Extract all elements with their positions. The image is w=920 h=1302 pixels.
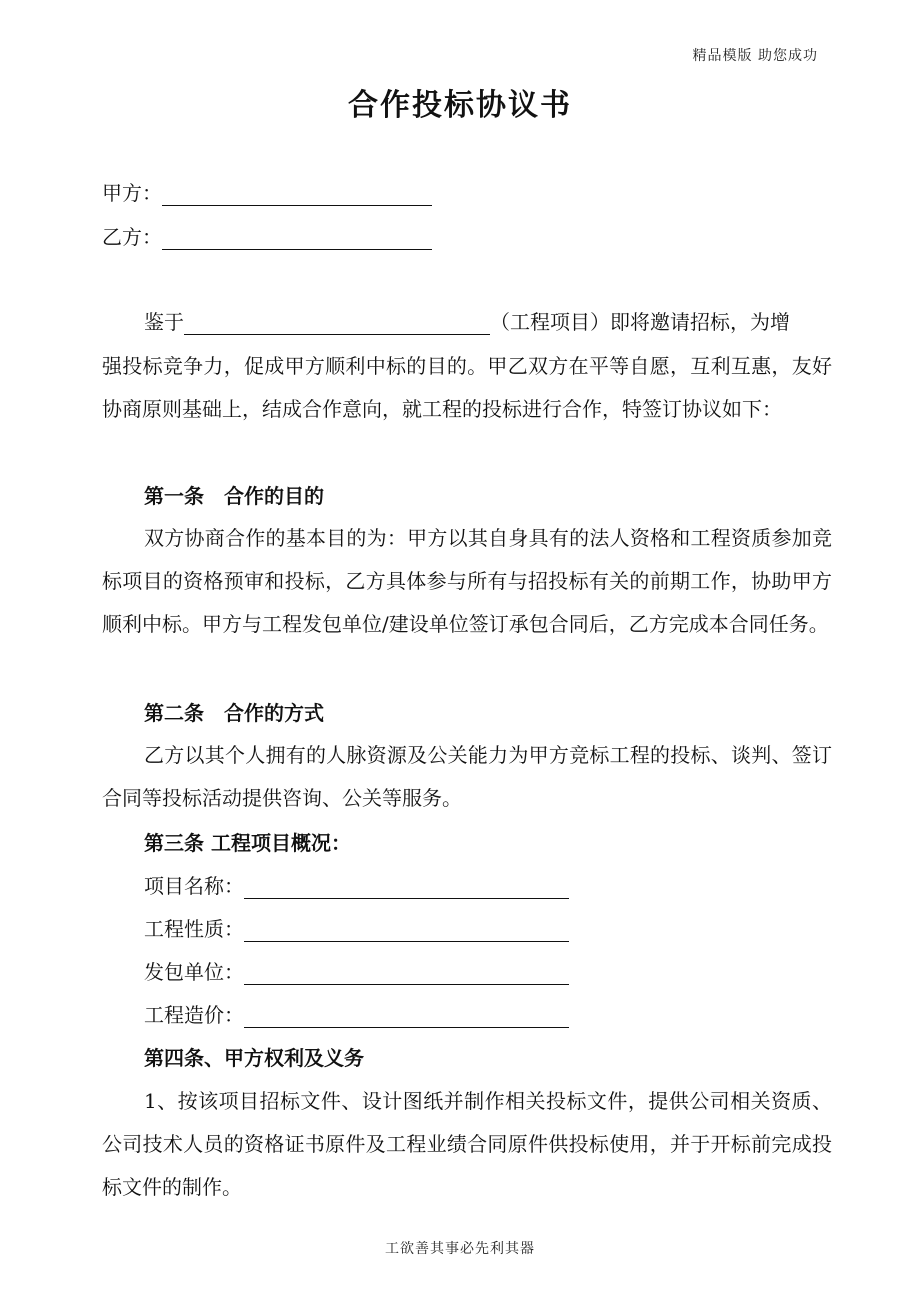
field-blank[interactable] xyxy=(244,917,569,942)
field-blank[interactable] xyxy=(244,960,569,985)
field-label: 项目名称： xyxy=(144,874,244,898)
header-note: 精品模版 助您成功 xyxy=(692,48,818,64)
party-a-blank[interactable] xyxy=(162,181,432,206)
field-project-name xyxy=(144,873,569,899)
article2-heading: 第二条 合作的方式 xyxy=(144,701,324,725)
party-b-line xyxy=(102,224,432,250)
field-label: 工程性质： xyxy=(144,917,244,941)
project-name-blank[interactable] xyxy=(184,310,490,335)
intro-suffix: （工程项目）即将邀请招标，为增 xyxy=(490,310,790,334)
article4-heading: 第四条、甲方权利及义务 xyxy=(144,1046,364,1070)
field-label: 发包单位： xyxy=(144,960,244,984)
article3-heading: 第三条 工程项目概况： xyxy=(144,831,351,855)
article1-body: 双方协商合作的基本目的为：甲方以其自身具有的法人资格和工程资质参加竞标项目的资格预审和投标，乙方具体参与所有与招投标有关的前期工作，协助甲方顺利中标。甲方与工程发包单位/建设单位签订承包合同后，乙方完成本合同任务。 xyxy=(102,526,832,636)
party-a-label: 甲方： xyxy=(102,181,162,205)
field-contracting-unit xyxy=(144,959,569,985)
intro-prefix: 鉴于 xyxy=(144,310,184,334)
party-a-line xyxy=(102,180,432,206)
footer-note: 工欲善其事必先利其器 xyxy=(385,1241,535,1257)
field-blank[interactable] xyxy=(244,1003,569,1028)
article2-body: 乙方以其个人拥有的人脉资源及公关能力为甲方竞标工程的投标、谈判、签订合同等投标活动提供咨询、公关等服务。 xyxy=(102,743,832,810)
document-title: 合作投标协议书 xyxy=(348,88,572,123)
intro-paragraph: 强投标竞争力，促成甲方顺利中标的目的。甲乙双方在平等自愿，互利互惠，友好协商原则基础上，结成合作意向，就工程的投标进行合作，特签订协议如下： xyxy=(102,354,832,421)
field-project-cost xyxy=(144,1002,569,1028)
field-blank[interactable] xyxy=(244,874,569,899)
field-project-nature xyxy=(144,916,569,942)
field-label: 工程造价： xyxy=(144,1003,244,1027)
article1-heading: 第一条 合作的目的 xyxy=(144,484,324,508)
party-b-label: 乙方： xyxy=(102,225,162,249)
intro-first-line xyxy=(144,309,790,335)
article4-item1: 1、按该项目招标文件、设计图纸并制作相关投标文件，提供公司相关资质、公司技术人员的资格证书原件及工程业绩合同原件供投标使用，并于开标前完成投标文件的制作。 xyxy=(102,1089,832,1199)
party-b-blank[interactable] xyxy=(162,225,432,250)
